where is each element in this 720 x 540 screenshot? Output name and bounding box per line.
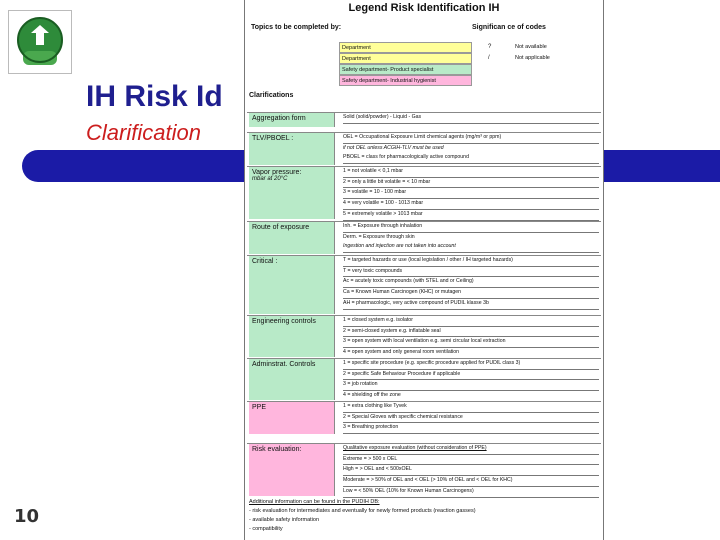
row-line: Derm. = Exposure through skin — [343, 233, 415, 240]
row-body — [341, 222, 599, 254]
code-row-department-2: Department — [339, 53, 472, 64]
code-row-industrial-hygienist: Safety department- Industrial hygienist — [339, 75, 472, 86]
row-line: 4 = open system and only general room ventilation — [343, 348, 599, 359]
row-tlv-pboel — [247, 132, 601, 165]
row-line: Low = < 50% OEL (10% for Known Human Carcinogens) — [343, 487, 599, 498]
recycle-hands-icon — [9, 11, 71, 73]
row-label: TLV/PBOEL : — [249, 133, 335, 165]
sheet-title: Legend Risk Identification IH — [348, 2, 500, 14]
row-line: Ingestion and injection are not taken into account — [343, 242, 599, 253]
row-line: 1 = closed system e.g. isolator — [343, 316, 599, 327]
row-line: PBOEL = class for pharmacologically active compound — [343, 153, 599, 164]
row-label: Aggregation form — [249, 113, 335, 127]
row-line: 1 = not volatile < 0,1 mbar — [343, 167, 599, 178]
row-line: Qualitative exposure evaluation (without consideration of PPE) — [343, 444, 599, 455]
row-line: T = very toxic compounds — [343, 267, 599, 278]
row-line: 3 = volatile = 10 - 100 mbar — [343, 188, 599, 199]
row-administrative-controls — [247, 358, 601, 400]
row-label: Critical : — [249, 256, 335, 314]
footer-line: Additional information can be found in the PUDIH DB: — [249, 499, 380, 505]
row-line: 3 = open system with local ventilation e.g. semi circular local extraction — [343, 337, 599, 348]
row-aggregation-form — [247, 112, 601, 127]
footer-line: - compatibility — [249, 526, 283, 532]
row-line: 3 = job rotation — [343, 380, 599, 391]
row-body — [341, 444, 599, 496]
row-line: OEL = Occupational Exposure Limit chemical agents (mg/m³ or ppm) — [343, 133, 599, 144]
row-body — [341, 359, 599, 400]
row-label: Risk evaluation: — [249, 444, 335, 496]
company-logo — [8, 10, 72, 74]
code-row-product-specialist: Safety department- Product specialist — [339, 64, 472, 75]
row-engineering-controls — [247, 315, 601, 357]
row-line: 2 = only a little bit volatile = < 10 mbar — [343, 178, 599, 189]
slide-number: 10 — [14, 506, 40, 527]
row-line: AH = pharmacologic, very active compound of PUDIL klasse 3b — [343, 299, 599, 310]
slide-subtitle: Clarification — [86, 120, 201, 145]
legend-sheet — [244, 0, 604, 540]
row-label — [249, 167, 335, 219]
row-label-text: Vapor pressure: — [252, 169, 302, 176]
row-ppe — [247, 401, 601, 434]
row-line: Extreme = > 500 x OEL — [343, 455, 599, 466]
row-line: T = targeted hazards or use (local legislation / other / IH targeted hazards) — [343, 256, 599, 267]
row-line: 2 = semi-closed system e.g. inflatable seal — [343, 327, 599, 338]
row-body — [341, 167, 599, 219]
row-route-of-exposure — [247, 221, 601, 254]
code-symbol-slash: / — [488, 55, 490, 61]
row-label: Engineering controls — [249, 316, 335, 357]
row-body — [341, 113, 599, 127]
slide-title: IH Risk Id — [86, 80, 223, 113]
row-vapor-pressure — [247, 166, 601, 219]
row-line: if not OEL unless ACGIH-TLV must be used — [343, 144, 444, 151]
row-line: 5 = extremely volatile > 1013 mbar — [343, 210, 599, 221]
code-meaning-not-applicable: Not applicable — [515, 55, 550, 61]
row-body — [341, 402, 599, 434]
row-label: Route of exposure — [249, 222, 335, 254]
code-meaning-not-available: Not available — [515, 44, 547, 50]
row-line: 4 = very volatile = 100 - 1013 mbar — [343, 199, 599, 210]
row-label: Adminstrat. Controls — [249, 359, 335, 400]
row-label-note: mbar at 20°C — [252, 176, 288, 182]
row-line: Solid (solid/powder) - Liquid - Gas — [343, 113, 599, 124]
row-line: 1 = specific site procedure (e.g. specific procedure applied for PUDIL class 3) — [343, 359, 599, 370]
row-line: Ac = acutely toxic compounds (with STEL and or Ceiling) — [343, 277, 599, 288]
row-body — [341, 316, 599, 357]
row-line: High = > OEL and < 500xOEL — [343, 465, 599, 476]
row-line: Moderate = > 50% of OEL and < OEL (> 10% of OEL and < OEL for KHC) — [343, 476, 599, 487]
row-line: Inh. = Exposure through inhalation — [343, 222, 599, 233]
codes-header: Significan ce of codes — [472, 24, 546, 31]
footer-note — [249, 498, 476, 534]
code-row-department: Department — [339, 42, 472, 53]
row-line: 1 = extra clothing like Tyvek — [343, 402, 599, 413]
row-critical — [247, 255, 601, 314]
topics-header: Topics to be completed by: — [251, 24, 342, 31]
row-line: Ca = Known Human Carcinogen (KHC) or mutagen — [343, 288, 599, 299]
row-label: PPE — [249, 402, 335, 434]
row-line: 3 = Breathing protection — [343, 423, 599, 434]
row-line: 2 = Special Gloves with specific chemical resistance — [343, 413, 599, 424]
row-risk-evaluation — [247, 443, 601, 496]
row-line: 4 = shielding off the zone — [343, 391, 599, 402]
clarifications-header: Clarifications — [249, 92, 294, 99]
row-body — [341, 256, 599, 314]
footer-line: - risk evaluation for intermediates and eventually for newly formed products (reaction gasses) — [249, 508, 476, 514]
row-body — [341, 133, 599, 165]
code-symbol-unknown: ? — [488, 44, 492, 50]
footer-line: - available safety information — [249, 517, 320, 523]
row-line: 2 = specific Safe Behaviour Procedure if applicable — [343, 370, 599, 381]
